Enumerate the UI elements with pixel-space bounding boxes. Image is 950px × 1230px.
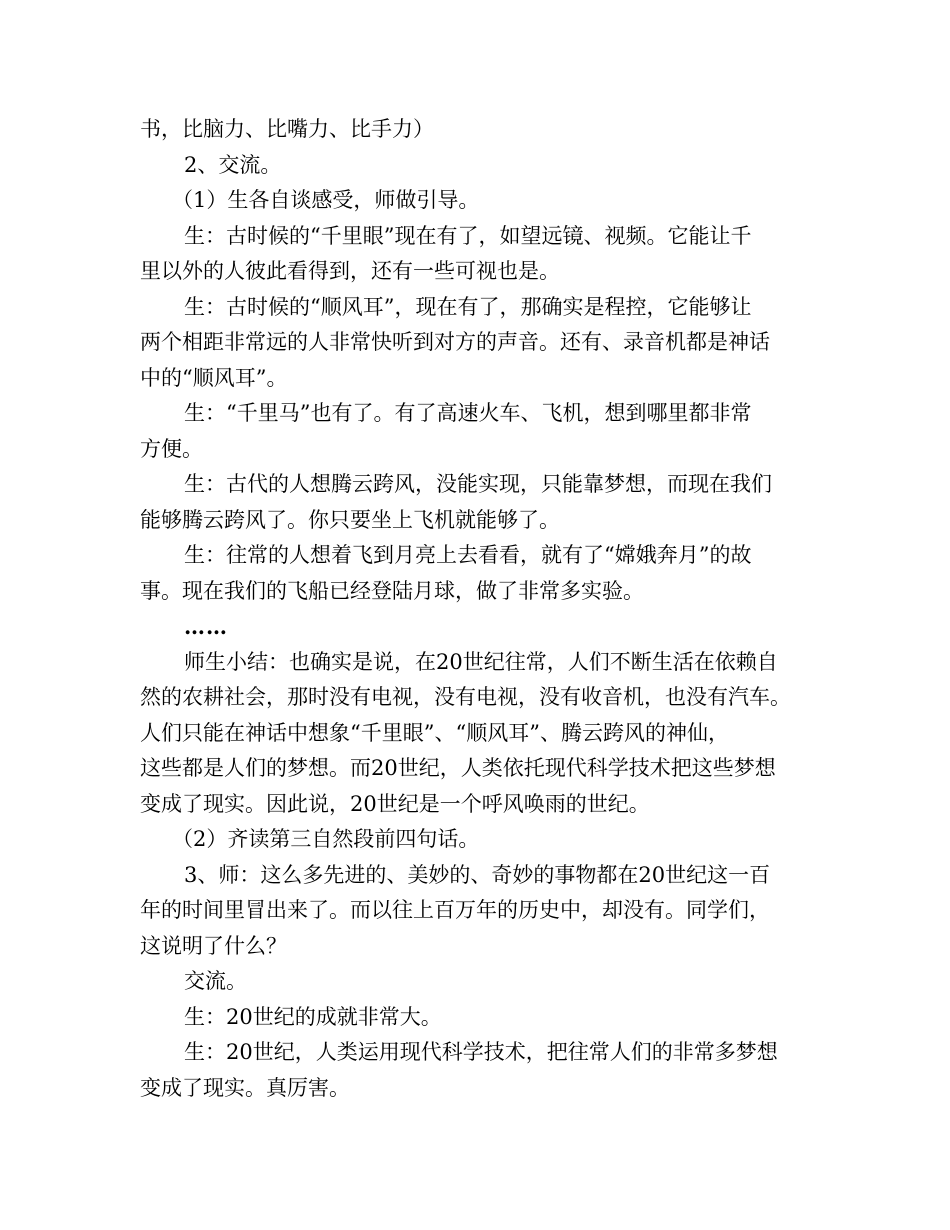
text-line: 生：往常的人想着飞到月亮上去看看，就有了“嫦娥奔月”的故 — [184, 543, 752, 567]
text-line: 变成了现实。真厉害。 — [140, 1075, 350, 1100]
ellipsis-line: …… — [184, 614, 228, 639]
text-line: 这些都是人们的梦想。而20世纪，人类依托现代科学技术把这些梦想 — [140, 756, 776, 780]
text-line: 生：20世纪，人类运用现代科学技术，把往常人们的非常多梦想 — [184, 1040, 778, 1064]
text-line: （2）齐读第三自然段前四句话。 — [172, 827, 480, 851]
text-line: 然的农耕社会，那时没有电视，没有电视，没有收音机，也没有汽车。 — [140, 685, 791, 709]
text-line: 交流。 — [184, 969, 247, 993]
text-line: 生：古时候的“千里眼”现在有了，如望远镜、视频。它能让千 — [184, 223, 752, 248]
text-line: 生：古时候的“顺风耳”，现在有了，那确实是程控，它能够让 — [184, 294, 752, 319]
text-line: 人们只能在神话中想象“千里眼”、“顺风耳”、腾云跨风的神仙， — [140, 720, 729, 745]
text-line: 生：“千里马”也有了。有了高速火车、飞机，想到哪里都非常 — [184, 401, 752, 425]
text-line: 3、师：这么多先进的、美妙的、奇妙的事物都在20世纪这一百 — [184, 862, 771, 887]
document-body — [140, 112, 820, 1106]
text-line: 里以外的人彼此看得到，还有一些可视也是。 — [140, 259, 560, 283]
text-line: 书，比脑力、比嘴力、比手力） — [140, 117, 434, 141]
text-line: 生：20世纪的成就非常大。 — [184, 1004, 442, 1029]
text-line: 方便。 — [140, 436, 203, 461]
text-line: （1）生各自谈感受，师做引导。 — [172, 188, 480, 212]
text-line: 师生小结：也确实是说，在20世纪往常，人们不断生活在依赖自 — [184, 649, 778, 674]
text-line: 生：古代的人想腾云跨风，没能实现，只能靠梦想，而现在我们 — [184, 472, 772, 496]
text-line: 两个相距非常远的人非常快听到对方的声音。还有、录音机都是神话 — [140, 330, 770, 354]
text-line: 年的时间里冒出来了。而以往上百万年的历史中，却没有。同学们， — [140, 898, 770, 922]
text-line: 这说明了什么？ — [140, 933, 287, 958]
text-line: 变成了现实。因此说，20世纪是一个呼风唤雨的世纪。 — [140, 791, 650, 816]
text-line: 中的“顺风耳”。 — [140, 365, 288, 390]
text-line: 能够腾云跨风了。你只要坐上飞机就能够了。 — [140, 507, 560, 532]
text-line: 2、交流。 — [184, 152, 282, 177]
text-line: 事。现在我们的飞船已经登陆月球，做了非常多实验。 — [140, 578, 644, 603]
